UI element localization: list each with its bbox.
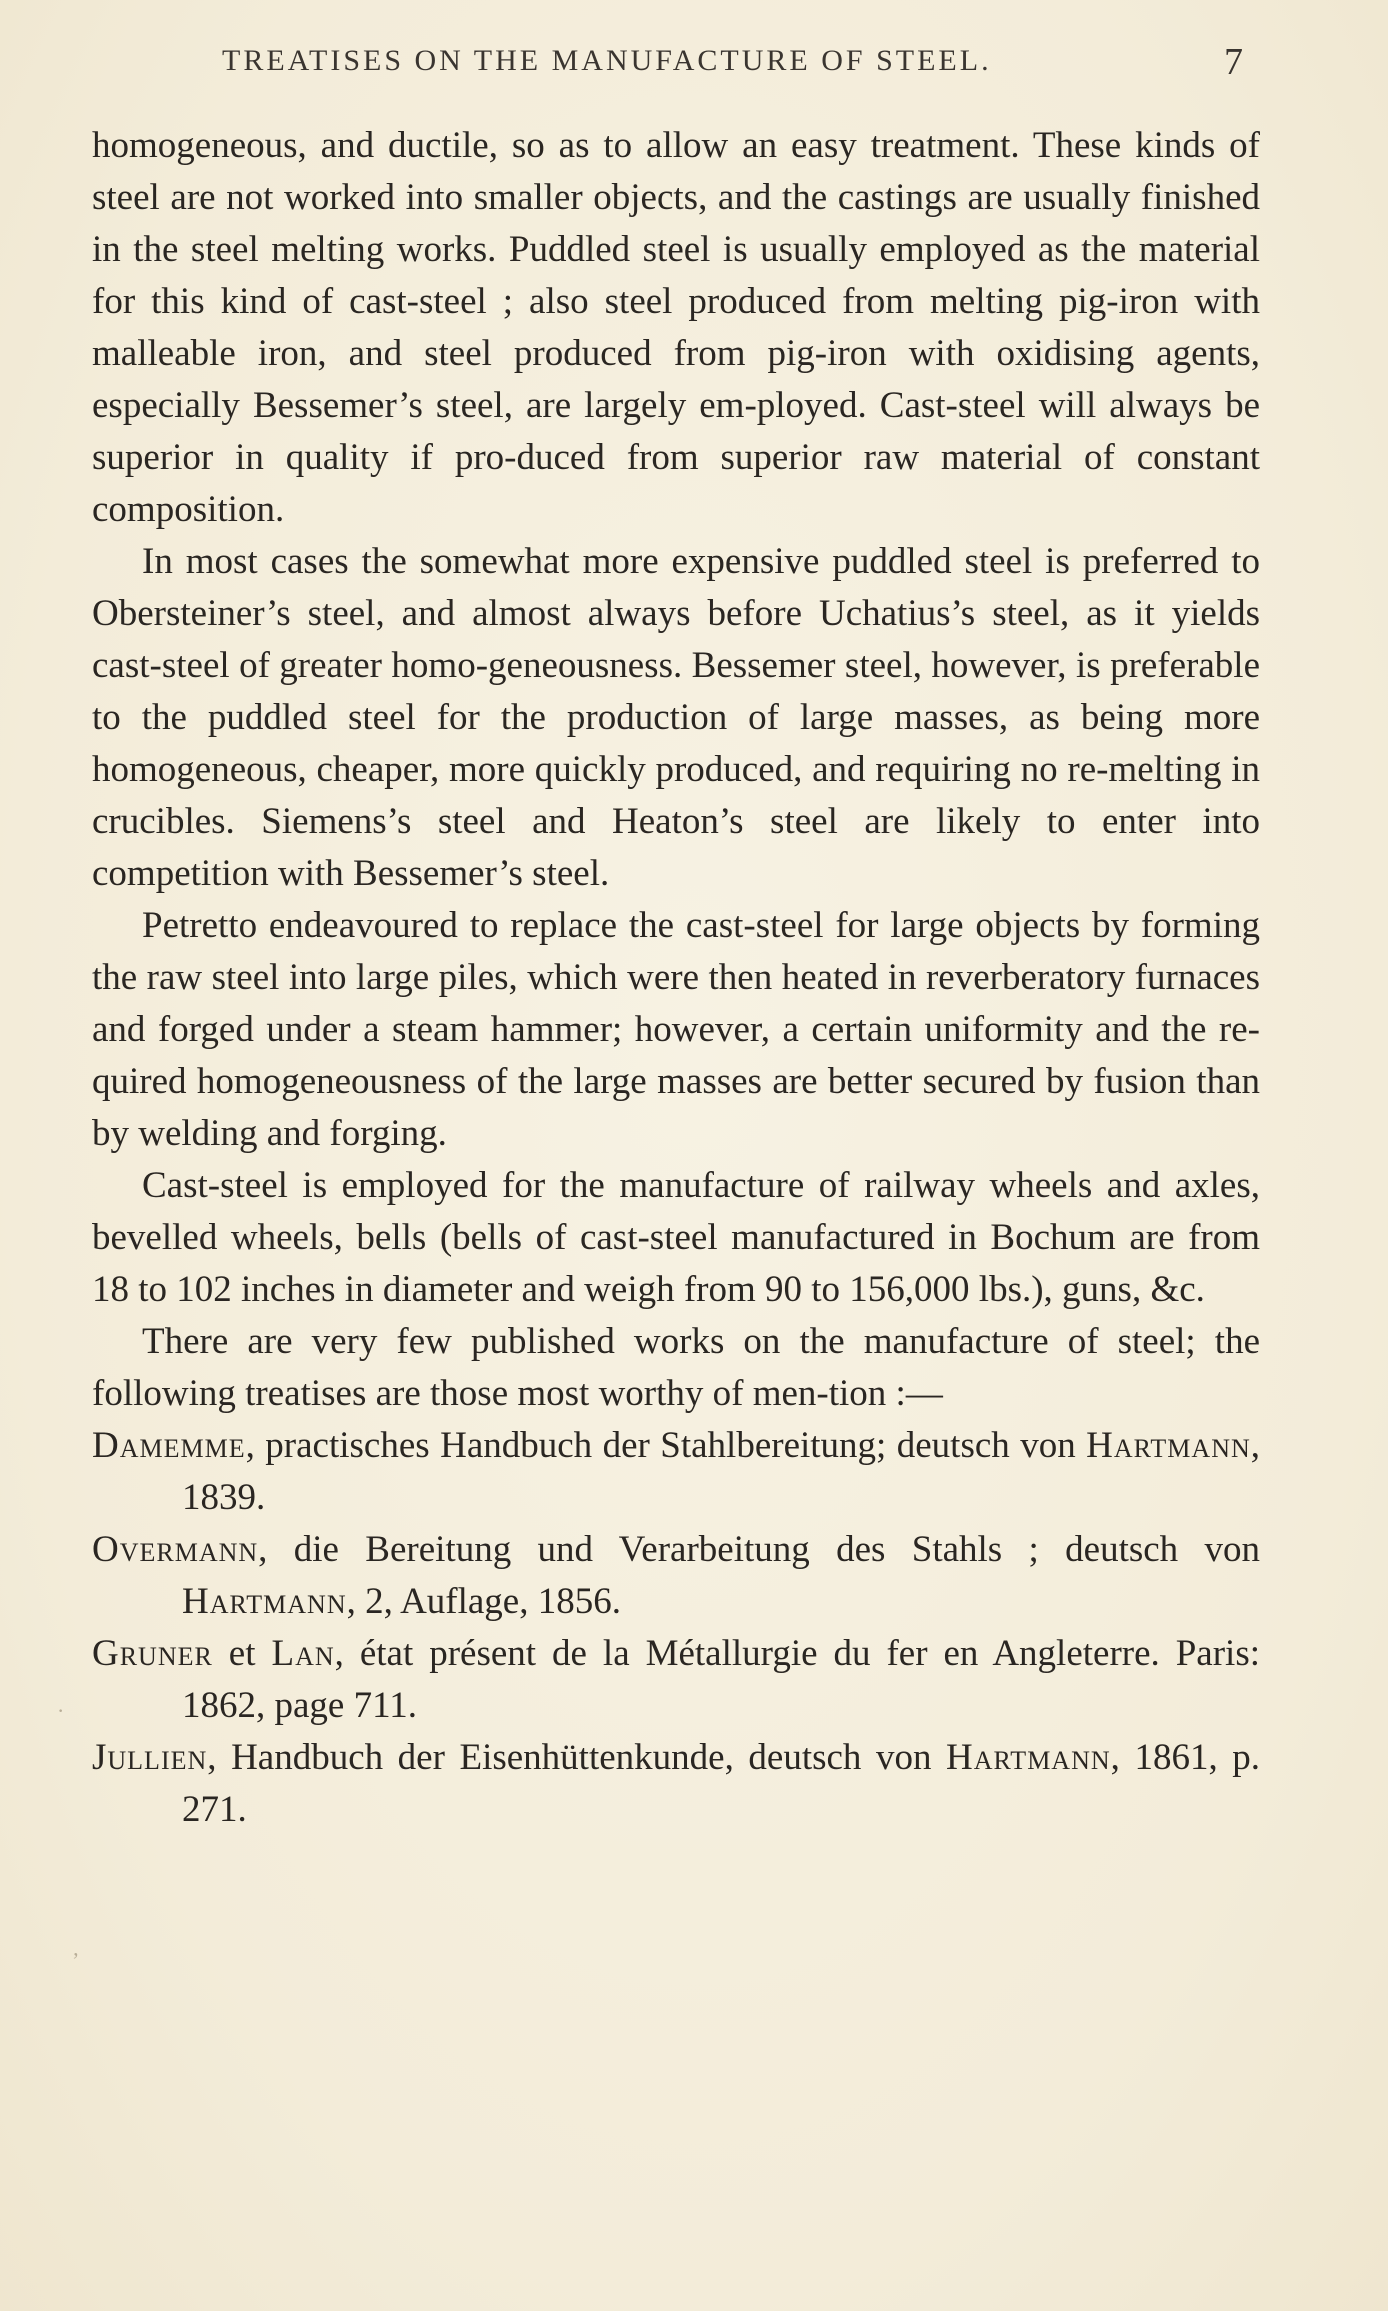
paragraph-5: There are very few published works on the manufacture of steel; the following treatises are those most worthy of men-tion :— <box>92 1321 1260 1414</box>
paragraph-1: homogeneous, and ductile, so as to allow an easy treatment. These kinds of steel are not worked into smaller objects, and the castings are usually finished in the steel melting works. Puddled steel is usually employed as the material for this kind of cast-steel ; also steel produced from melting pig-iron with malleable iron, and steel produced from pig-iron with oxidising agents, especially Bessemer’s steel, are largely em-ployed. Cast-steel will always be superior in quality if pro-duced from superior raw material of constant composition. <box>92 125 1260 530</box>
page-header <box>0 40 1388 90</box>
running-head: TREATISES ON THE MANUFACTURE OF STEEL. <box>222 44 992 77</box>
page-number: 7 <box>1224 41 1243 83</box>
reference-item <box>92 1732 1260 1836</box>
reference-item <box>92 1628 1260 1732</box>
reference-item <box>92 1420 1260 1524</box>
margin-speck: · <box>57 1698 65 1723</box>
paragraph-3: Petretto endeavoured to replace the cast-steel for large objects by forming the raw steel into large piles, which were then heated in reverberatory furnaces and forged under a steam hammer; however, a certain uniformity and the re-quired homogeneousness of the large masses are better secured by fusion than by welding and forging. <box>92 905 1260 1154</box>
reference-item <box>92 1524 1260 1628</box>
reference-translator: Lan <box>271 1633 335 1674</box>
reference-translator: Hartmann <box>946 1737 1111 1778</box>
paragraph-4: Cast-steel is employed for the manufacture of railway wheels and axles, bevelled wheels, bells (bells of cast-steel manufactured in Bochum are from 18 to 102 inches in diameter and weigh from 90 to 156,000 lbs.), guns, &c. <box>92 1165 1260 1310</box>
reference-tail: , état présent de la Métallurgie du fer en Angleterre. Paris: 1862, page 711. <box>182 1633 1261 1726</box>
reference-author: Overmann <box>92 1529 259 1570</box>
reference-list <box>92 1420 1260 1836</box>
reference-tail: , 1861, p. 271. <box>182 1737 1260 1830</box>
reference-text: , practisches Handbuch der Stahlbereitung; deutsch von <box>245 1425 1087 1466</box>
reference-author: Damemme <box>92 1425 246 1466</box>
page-body <box>92 120 1260 1836</box>
reference-author: Gruner <box>92 1633 213 1674</box>
reference-text: , die Bereitung und Verarbeitung des Stahls ; deutsch von <box>258 1529 1260 1570</box>
reference-translator: Hartmann <box>1086 1425 1251 1466</box>
reference-text: et <box>212 1633 272 1674</box>
reference-translator: Hartmann <box>182 1581 347 1622</box>
paragraph-2: In most cases the somewhat more expensive puddled steel is preferred to Obersteiner’s steel, and almost always before Uchatius’s steel, as it yields cast-steel of greater homo-geneousness. Bessemer steel, however, is preferable to the puddled steel for the production of large masses, as being more homogeneous, cheaper, more quickly produced, and requiring no re-melting in crucibles. Siemens’s steel and Heaton’s steel are likely to enter into competition with Bessemer’s steel. <box>92 541 1260 894</box>
margin-tick: ʼ <box>72 1948 80 1973</box>
reference-tail: , 1839. <box>182 1425 1260 1518</box>
reference-author: Jullien <box>92 1737 208 1778</box>
reference-text: , Handbuch der Eisenhüttenkunde, deutsch von <box>207 1737 947 1778</box>
reference-tail: , 2, Auflage, 1856. <box>346 1581 621 1622</box>
